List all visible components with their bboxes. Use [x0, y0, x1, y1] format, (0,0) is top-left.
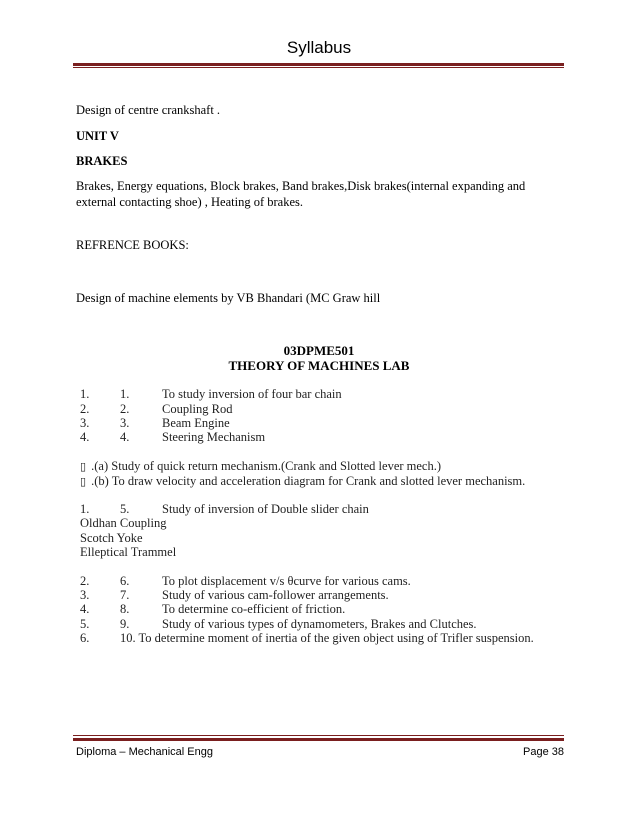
footer-course: Diploma – Mechanical Engg	[76, 746, 213, 758]
header-rule-thick	[73, 63, 564, 66]
unit-heading: UNIT V	[76, 129, 119, 143]
header-title: Syllabus	[286, 38, 352, 57]
sub-item: Oldhan Coupling	[80, 516, 167, 530]
list-item: 1. 5. Study of inversion of Double slider chain	[80, 502, 369, 516]
list-item: 3. 3. Beam Engine	[80, 416, 230, 430]
list-item: 1. 1. To study inversion of four bar chain	[80, 387, 342, 401]
list-item: 2. 2. Coupling Rod	[80, 402, 233, 416]
list-item: 4. 4. Steering Mechanism	[80, 430, 266, 444]
brakes-paragraph: Brakes, Energy equations, Block brakes, Band brakes,Disk brakes(internal expanding and external contacting shoe) , Heating of brakes.	[76, 179, 526, 209]
checkbox-glyph-icon: ▯	[80, 475, 87, 488]
sub-item: Scotch Yoke	[80, 531, 143, 545]
reference-heading: REFRENCE BOOKS:	[76, 238, 189, 252]
footer-rule-thick	[73, 738, 564, 741]
section-heading: BRAKES	[76, 154, 128, 168]
list-item: ▯ .(b) To draw velocity and acceleration diagram for Crank and slotted lever mechanism.	[80, 474, 526, 488]
reference-book: Design of machine elements by VB Bhandari (MC Graw hill	[76, 291, 381, 305]
page-number: Page 38	[523, 746, 564, 758]
lab-code: 03DPME501	[283, 343, 355, 358]
list-item: 4. 8. To determine co-efficient of friction.	[80, 602, 346, 616]
list-item: 2. 6. To plot displacement v/s θcurve for various cams.	[80, 574, 411, 588]
design-line: Design of centre crankshaft .	[76, 103, 221, 117]
header-rule-thin	[73, 67, 564, 68]
list-item: 3. 7. Study of various cam-follower arrangements.	[80, 588, 389, 602]
footer-rule-thin	[73, 735, 564, 736]
list-item: ▯ .(a) Study of quick return mechanism.(Crank and Slotted lever mech.)	[80, 459, 442, 473]
lab-title: THEORY OF MACHINES LAB	[228, 358, 410, 373]
checkbox-glyph-icon: ▯	[80, 460, 87, 473]
sub-item: Elleptical Trammel	[80, 545, 177, 559]
list-item: 6. 10. To determine moment of inertia of the given object using of Trifler suspension.	[80, 631, 534, 645]
list-item: 5. 9. Study of various types of dynamometers, Brakes and Clutches.	[80, 617, 477, 631]
